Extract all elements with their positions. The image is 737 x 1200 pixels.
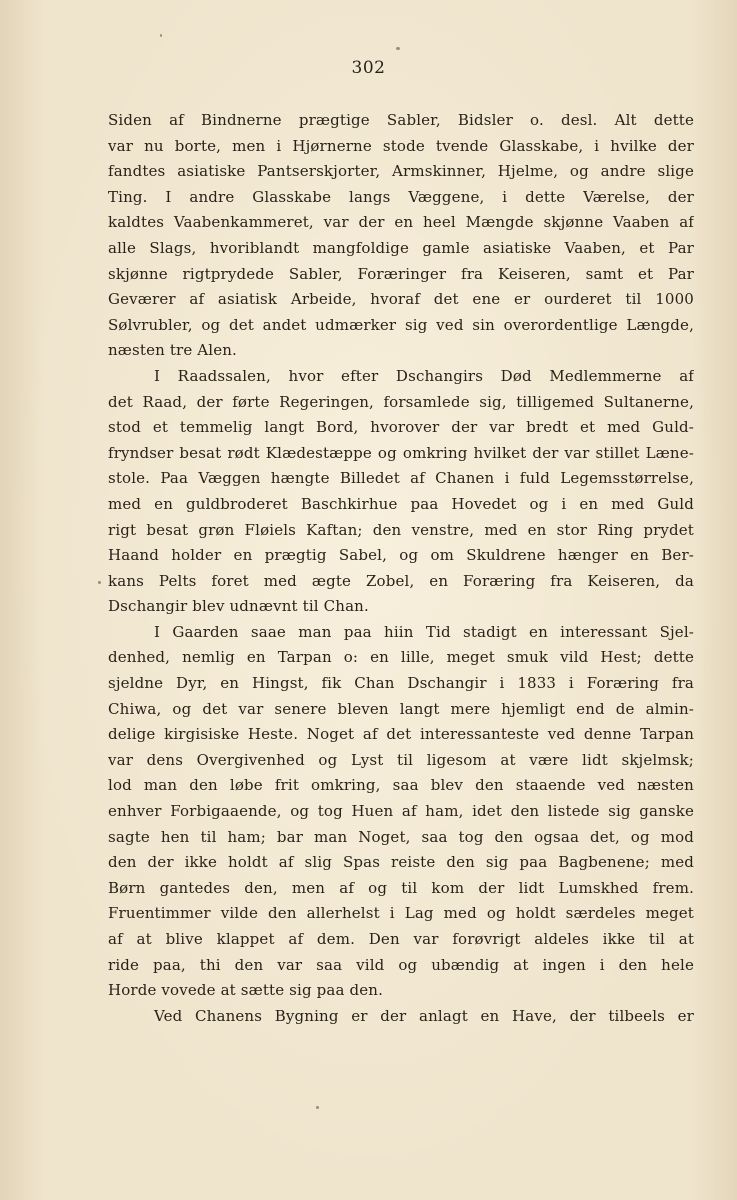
text-line: Fruentimmer vilde den allerhelst i Lag med og holdt særdeles meget	[108, 904, 694, 923]
text-line: ride paa, thi den var saa vild og ubændig at ingen i den hele	[108, 955, 694, 974]
ink-speck	[396, 47, 400, 50]
text-line: sjeldne Dyr, en Hingst, fik Chan Dschangir i 1833 i Foræring fra	[108, 674, 694, 693]
text-line: var dens Overgivenhed og Lyst til ligesom at være lidt skjelmsk;	[108, 750, 694, 769]
ink-speck	[316, 1106, 319, 1109]
text-line: Chiwa, og det var senere bleven langt mere hjemligt end de almin-	[108, 699, 694, 718]
page-number: 302	[351, 58, 386, 78]
text-line: I Gaarden saae man paa hiin Tid stadigt en interessant Sjel-	[154, 622, 694, 641]
text-line: kaldtes Vaabenkammeret, var der en heel Mængde skjønne Vaaben af	[108, 213, 694, 232]
body-text	[108, 108, 694, 1029]
text-line: Ting. I andre Glasskabe langs Væggene, i dette Værelse, der	[108, 187, 694, 206]
text-line: Geværer af asiatisk Arbeide, hvoraf det ene er ourderet til 1000	[108, 290, 694, 309]
text-line: Haand holder en prægtig Sabel, og om Skuldrene hænger en Ber-	[108, 546, 694, 565]
text-line: kans Pelts foret med ægte Zobel, en Foræring fra Keiseren, da	[108, 571, 694, 590]
text-line: skjønne rigtprydede Sabler, Foræringer fra Keiseren, samt et Par	[108, 264, 694, 283]
text-line: lod man den løbe frit omkring, saa blev den staaende ved næsten	[108, 776, 694, 795]
text-line: Sølvrubler, og det andet udmærker sig ved sin overordentlige Længde,	[108, 315, 694, 334]
text-line: fandtes asiatiske Pantserskjorter, Armskinner, Hjelme, og andre slige	[108, 162, 694, 181]
text-line: fryndser besat rødt Klædestæppe og omkring hvilket der var stillet Læne-	[108, 443, 694, 462]
text-line: den der ikke holdt af slig Spas reiste den sig paa Bagbenene; med	[108, 853, 694, 872]
text-line: Siden af Bindnerne prægtige Sabler, Bidsler o. desl. Alt dette	[108, 111, 694, 129]
text-line: næsten tre Alen.	[108, 341, 237, 360]
text-line: stod et temmelig langt Bord, hvorover der var bredt et med Guld-	[108, 418, 694, 437]
text-line: alle Slags, hvoriblandt mangfoldige gamle asiatiske Vaaben, et Par	[108, 238, 694, 257]
text-line: stole. Paa Væggen hængte Billedet af Chanen i fuld Legemsstørrelse,	[108, 469, 694, 488]
ink-speck	[98, 581, 101, 584]
text-line: Horde vovede at sætte sig paa den.	[108, 981, 383, 1000]
text-line: Børn gantedes den, men af og til kom der lidt Lumskhed frem.	[108, 878, 694, 897]
text-line: var nu borte, men i Hjørnerne stode tvende Glasskabe, i hvilke der	[108, 136, 694, 155]
text-line: I Raadssalen, hvor efter Dschangirs Død Medlemmerne af	[154, 366, 694, 385]
text-line: delige kirgisiske Heste. Noget af det interessanteste ved denne Tarpan	[108, 725, 694, 744]
text-line: med en guldbroderet Baschkirhue paa Hovedet og i en med Guld	[108, 494, 694, 513]
text-line: Ved Chanens Bygning er der anlagt en Have, der tilbeels er	[154, 1006, 694, 1025]
text-line: sagte hen til ham; bar man Noget, saa tog den ogsaa det, og mod	[108, 827, 694, 846]
text-line: det Raad, der førte Regeringen, forsamlede sig, tilligemed Sultanerne,	[108, 392, 694, 411]
text-line: rigt besat grøn Fløiels Kaftan; den venstre, med en stor Ring prydet	[108, 520, 694, 539]
text-line: Dschangir blev udnævnt til Chan.	[108, 597, 369, 616]
ink-speck	[160, 34, 162, 37]
text-line: enhver Forbigaaende, og tog Huen af ham, idet den listede sig ganske	[108, 802, 694, 821]
text-line: denhed, nemlig en Tarpan o: en lille, meget smuk vild Hest; dette	[108, 648, 694, 667]
text-line: af at blive klappet af dem. Den var forøvrigt aldeles ikke til at	[108, 930, 694, 948]
